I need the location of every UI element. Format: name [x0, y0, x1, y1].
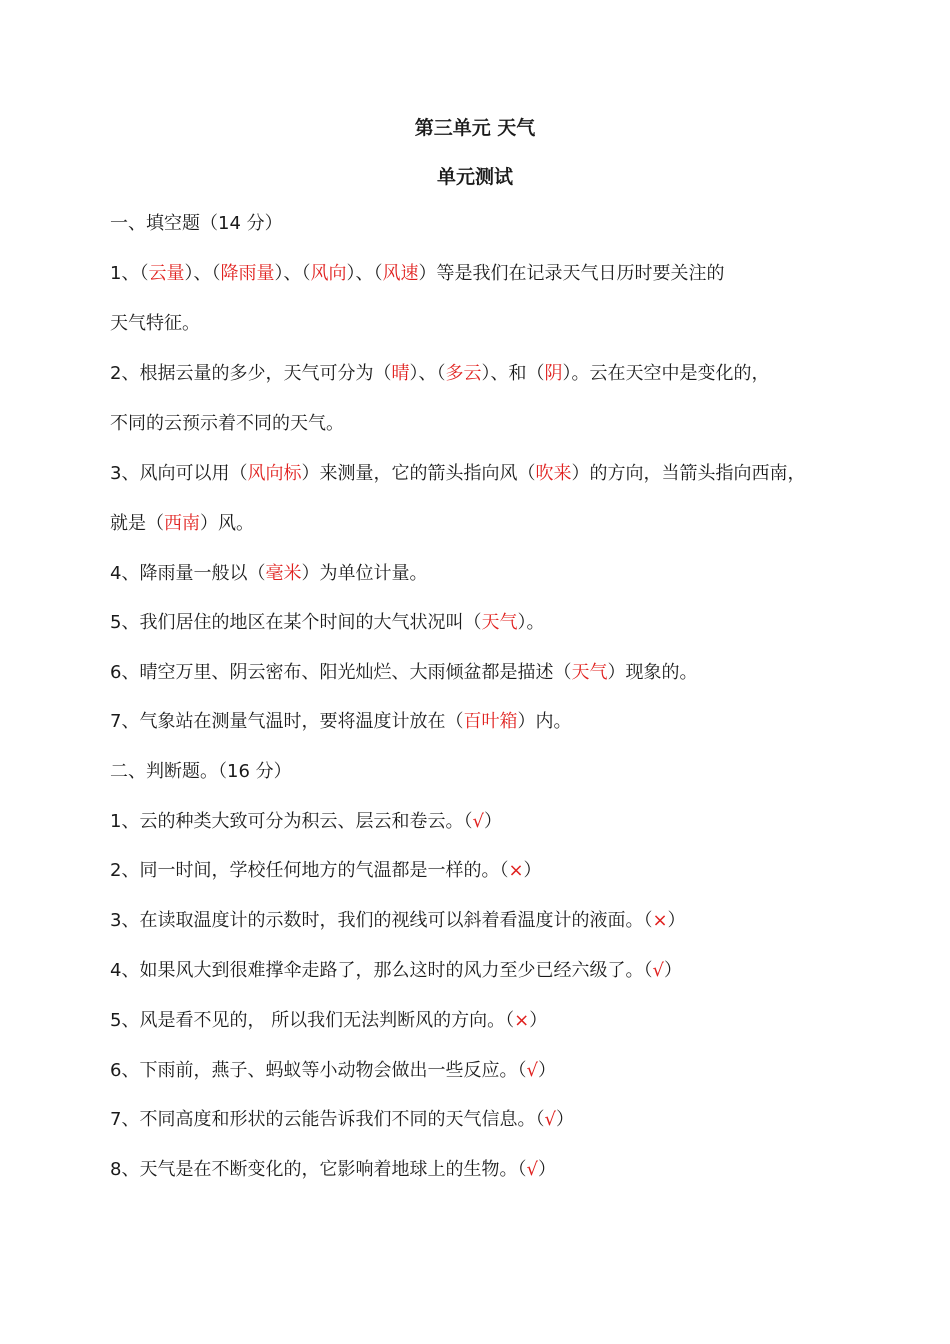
check-mark: √ [526, 1159, 538, 1180]
judge-question-5: 5、风是看不见的， 所以我们无法判断风的方向。（×） [110, 1010, 548, 1031]
fill-question-5: 5、我们居住的地区在某个时间的大气状况叫（天气）。 [110, 612, 545, 633]
section-heading-fill-blank: 一、填空题（14 分） [110, 213, 283, 234]
answer: 百叶箱 [463, 711, 518, 732]
fill-question-7: 7、气象站在测量气温时，要将温度计放在（百叶箱）内。 [110, 711, 572, 732]
page-title: 第三单元 天气 [414, 117, 536, 139]
answer: 风向标 [247, 463, 302, 484]
fill-question-3-continued: 就是（西南）风。 [110, 513, 254, 534]
answer: 吹来 [535, 463, 572, 484]
answer: 云量 [148, 263, 185, 284]
answer: 多云 [445, 363, 482, 384]
answer: 天气 [571, 662, 608, 683]
cross-mark: × [514, 1010, 530, 1031]
fill-question-1: 1、（云量）、（降雨量）、（风向）、（风速）等是我们在记录天气日历时要关注的 [110, 263, 725, 284]
judge-question-7: 7、不同高度和形状的云能告诉我们不同的天气信息。（√） [110, 1109, 574, 1130]
answer: 晴 [391, 363, 410, 384]
check-mark: √ [472, 811, 484, 832]
fill-question-3: 3、风向可以用（风向标）来测量，它的箭头指向风（吹来）的方向，当箭头指向西南， [110, 463, 806, 484]
check-mark: √ [544, 1109, 556, 1130]
check-mark: √ [652, 960, 664, 981]
judge-question-3: 3、在读取温度计的示数时，我们的视线可以斜着看温度计的液面。（×） [110, 910, 686, 931]
check-mark: √ [526, 1060, 538, 1081]
answer: 阴 [544, 363, 563, 384]
fill-question-2-continued: 不同的云预示着不同的天气。 [110, 413, 344, 434]
judge-question-4: 4、如果风大到很难撑伞走路了，那么这时的风力至少已经六级了。（√） [110, 960, 682, 981]
judge-question-8: 8、天气是在不断变化的，它影响着地球上的生物。（√） [110, 1159, 556, 1180]
fill-question-1-continued: 天气特征。 [110, 313, 200, 334]
cross-mark: × [652, 910, 668, 931]
fill-question-2: 2、根据云量的多少，天气可分为（晴）、（多云）、和（阴）。云在天空中是变化的， [110, 363, 770, 384]
judge-question-6: 6、下雨前，燕子、蚂蚁等小动物会做出一些反应。（√） [110, 1060, 556, 1081]
fill-question-4: 4、降雨量一般以（毫米）为单位计量。 [110, 563, 428, 584]
section-heading-true-false: 二、判断题。（16 分） [110, 761, 292, 782]
cross-mark: × [508, 860, 524, 881]
judge-question-1: 1、云的种类大致可分为积云、层云和卷云。（√） [110, 811, 502, 832]
answer: 西南 [164, 513, 200, 534]
answer: 毫米 [265, 563, 302, 584]
answer: 天气 [481, 612, 518, 633]
page-subtitle: 单元测试 [436, 166, 513, 188]
judge-question-2: 2、同一时间，学校任何地方的气温都是一样的。（×） [110, 860, 542, 881]
fill-question-6: 6、晴空万里、阴云密布、阳光灿烂、大雨倾盆都是描述（天气）现象的。 [110, 662, 698, 683]
answer: 降雨量 [220, 263, 275, 284]
answer: 风向 [310, 263, 347, 284]
answer: 风速 [382, 263, 419, 284]
